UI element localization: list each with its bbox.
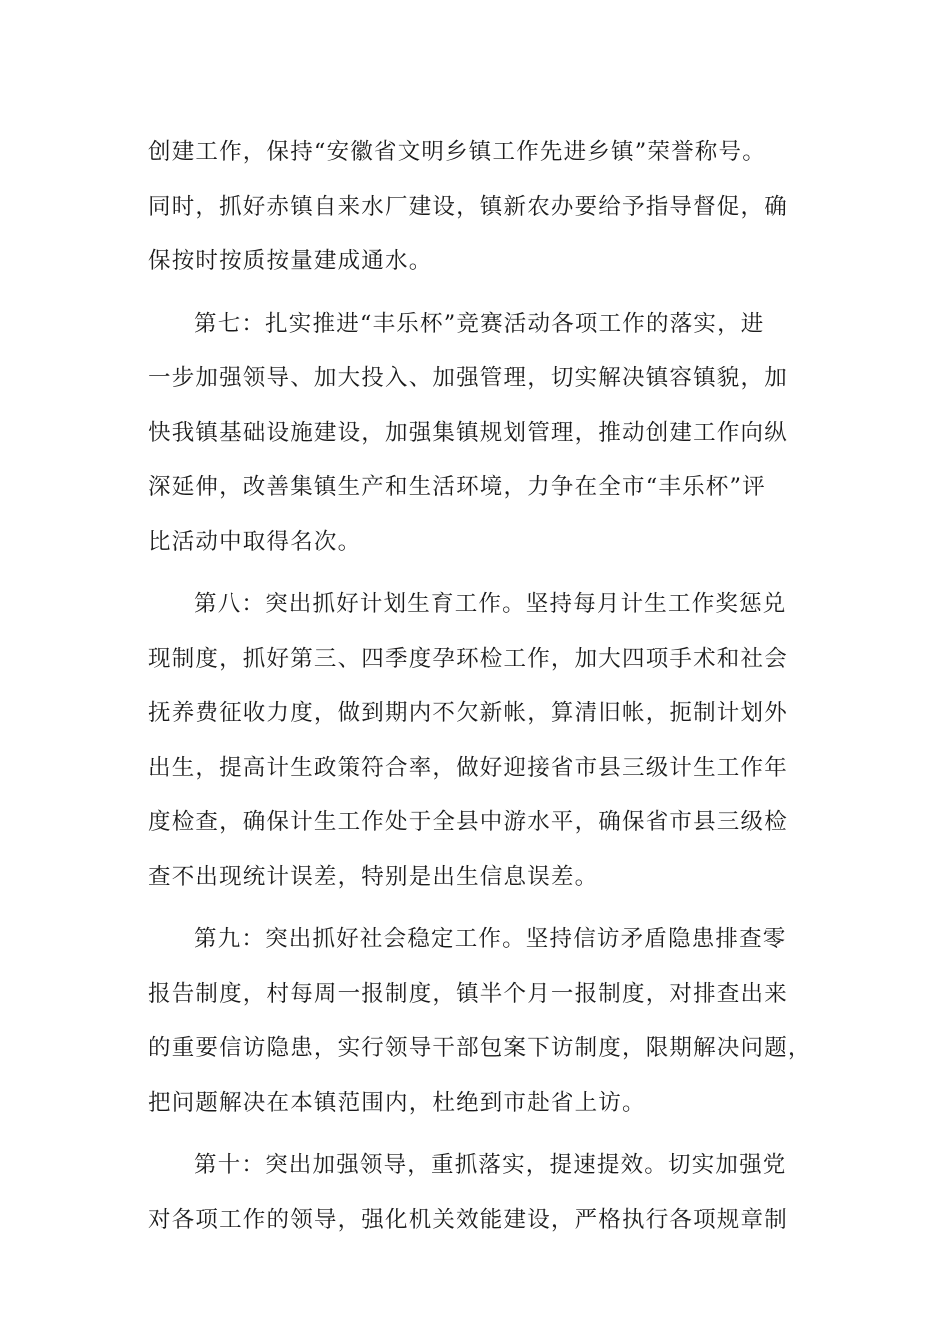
text-line: 查不出现统计误差，特别是出生信息误差。 bbox=[148, 863, 599, 890]
text-line: 报告制度，村每周一报制度，镇半个月一报制度，对排查出来 bbox=[148, 980, 788, 1007]
text-line: 同时，抓好赤镇自来水厂建设，镇新农办要给予指导督促，确 bbox=[148, 193, 788, 220]
text-line: 一步加强领导、加大投入、加强管理，切实解决镇容镇貌，加 bbox=[148, 365, 788, 391]
text-line: 出生，提高计生政策符合率，做好迎接省市县三级计生工作年 bbox=[148, 754, 788, 781]
paragraph-spacer bbox=[148, 569, 808, 577]
paragraph-spacer bbox=[148, 1130, 808, 1138]
paragraph-item-9 bbox=[148, 912, 812, 1130]
paragraph-spacer bbox=[148, 289, 808, 297]
text-line: 第七：扎实推进“丰乐杯”竞赛活动各项工作的落实，进 bbox=[194, 310, 765, 337]
paragraph-item-8 bbox=[148, 577, 808, 904]
text-line: 深延伸，改善集镇生产和生活环境，力争在全市“丰乐杯”评 bbox=[148, 474, 766, 500]
paragraph-item-10 bbox=[148, 1138, 808, 1247]
text-line: 的重要信访隐患，实行领导干部包案下访制度，限期解决问题， bbox=[148, 1035, 812, 1061]
text-line: 第八：突出抓好计划生育工作。坚持每月计生工作奖惩兑 bbox=[194, 591, 787, 617]
text-line: 创建工作，保持“安徽省文明乡镇工作先进乡镇”荣誉称号。 bbox=[148, 139, 766, 165]
text-line: 快我镇基础设施建设，加强集镇规划管理，推动创建工作向纵 bbox=[148, 419, 788, 446]
paragraph-item-7 bbox=[148, 297, 808, 570]
text-line: 度检查，确保计生工作处于全县中游水平，确保省市县三级检 bbox=[148, 809, 788, 835]
text-line: 把问题解决在本镇范围内，杜绝到市赴省上访。 bbox=[148, 1089, 646, 1116]
paragraph-spacer bbox=[148, 904, 808, 912]
text-line: 保按时按质按量建成通水。 bbox=[148, 248, 433, 274]
text-line: 对各项工作的领导，强化机关效能建设，严格执行各项规章制 bbox=[148, 1206, 788, 1233]
text-line: 抚养费征收力度，做到期内不欠新帐，算清旧帐，扼制计划外 bbox=[148, 700, 788, 726]
text-line: 现制度，抓好第三、四季度孕环检工作，加大四项手术和社会 bbox=[148, 645, 788, 672]
text-line: 第九：突出抓好社会稳定工作。坚持信访矛盾隐患排查零 bbox=[194, 926, 787, 952]
text-line: 第十：突出加强领导，重抓落实，提速提效。切实加强党 bbox=[194, 1152, 787, 1178]
document-body bbox=[148, 125, 812, 1247]
paragraph-continuation bbox=[148, 125, 808, 289]
text-line: 比活动中取得名次。 bbox=[148, 528, 362, 555]
